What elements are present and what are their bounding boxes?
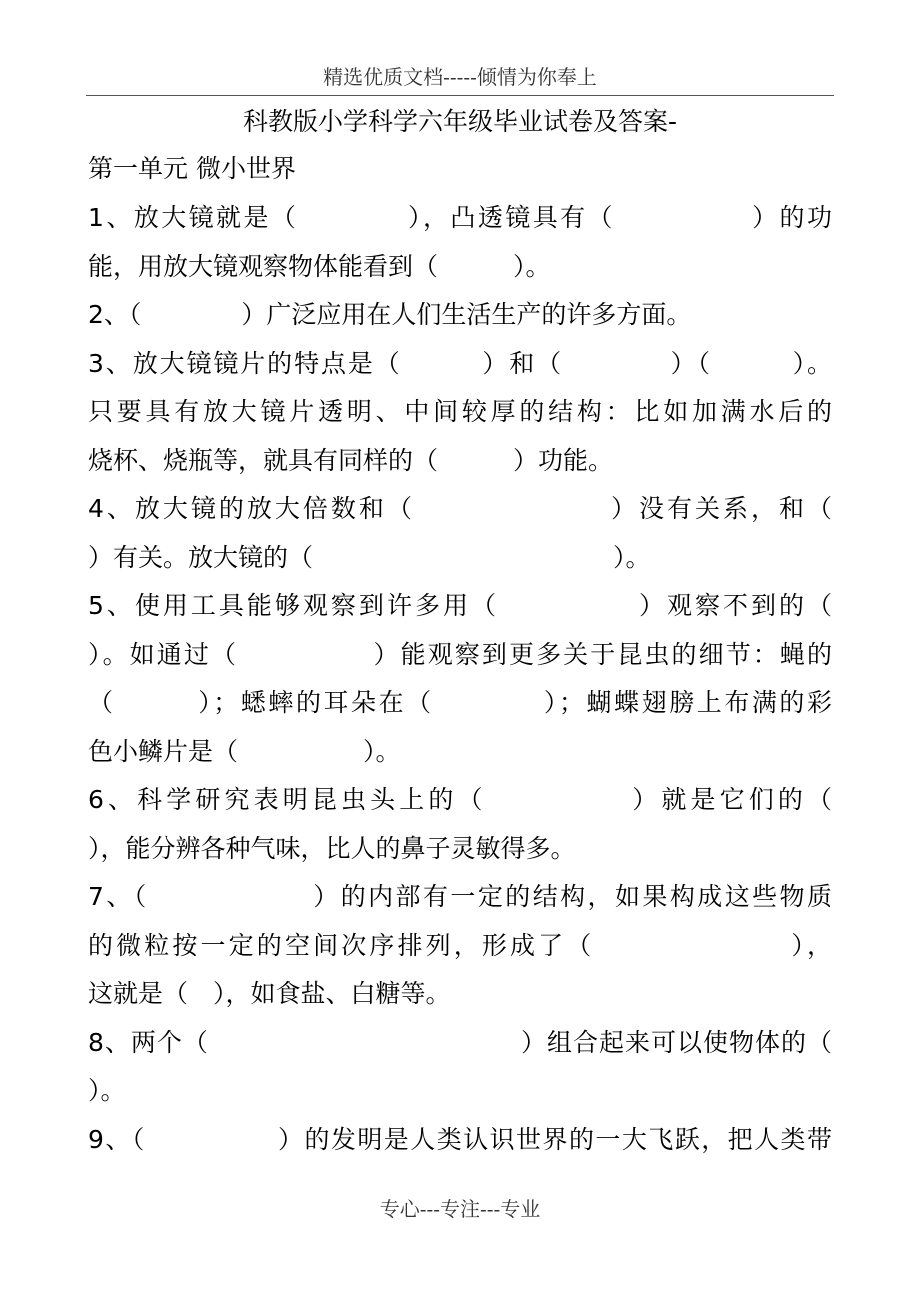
question-line: 能，用放大镜观察物体能看到（ ）。 <box>88 251 551 281</box>
document-body <box>88 150 832 1164</box>
question-line: 色小鳞片是（ ）。 <box>88 736 401 766</box>
question-line: 只要具有放大镜片透明、中间较厚的结构：比如加满水后的 <box>88 397 832 426</box>
question-line: 7、（ ）的内部有一定的结构，如果构成这些物质 <box>88 882 832 911</box>
question-line: ）有关。放大镜的（ ）。 <box>88 542 651 572</box>
question-line: ）。如通过（ ）能观察到更多关于昆虫的细节：蝇的 <box>88 639 832 669</box>
question-line: 烧杯、烧瓶等，就具有同样的（ ）功能。 <box>88 445 614 475</box>
document-title: 科教版小学科学六年级毕业试卷及答案- <box>242 107 678 136</box>
question-line: 1、放大镜就是（ ），凸透镜具有（ ）的功 <box>88 203 832 232</box>
header-divider <box>86 95 834 96</box>
question-line: 2、（ ）广泛应用在人们生活生产的许多方面。 <box>88 300 692 329</box>
question-line: 的微粒按一定的空间次序排列，形成了（ ）， <box>88 930 832 960</box>
question-line: 9、（ ）的发明是人类认识世界的一大飞跃，把人类带 <box>88 1124 832 1154</box>
question-line: 5、使用工具能够观察到许多用（ ）观察不到的（ <box>88 591 832 620</box>
question-line: 4、放大镜的放大倍数和（ ）没有关系，和（ <box>88 494 832 523</box>
page-header: 精选优质文档-----倾情为你奉上 <box>323 65 597 89</box>
question-line: （ ）；蟋蟀的耳朵在（ ）；蝴蝶翅膀上布满的彩 <box>88 688 832 717</box>
question-line: ），能分辨各种气味，比人的鼻子灵敏得多。 <box>88 833 576 863</box>
question-line: 3、放大镜镜片的特点是（ ）和（ ）（ ）。 <box>88 348 832 378</box>
question-line: 这就是（ ），如食盐、白糖等。 <box>88 979 451 1008</box>
question-line: 6、科学研究表明昆虫头上的（ ）就是它们的（ <box>88 785 832 814</box>
question-line: ）。 <box>88 1076 126 1105</box>
question-line: 8、两个（ ）组合起来可以使物体的（ <box>88 1027 832 1057</box>
unit-heading: 第一单元 微小世界 <box>88 154 296 183</box>
page-footer: 专心---专注---专业 <box>379 1197 541 1221</box>
